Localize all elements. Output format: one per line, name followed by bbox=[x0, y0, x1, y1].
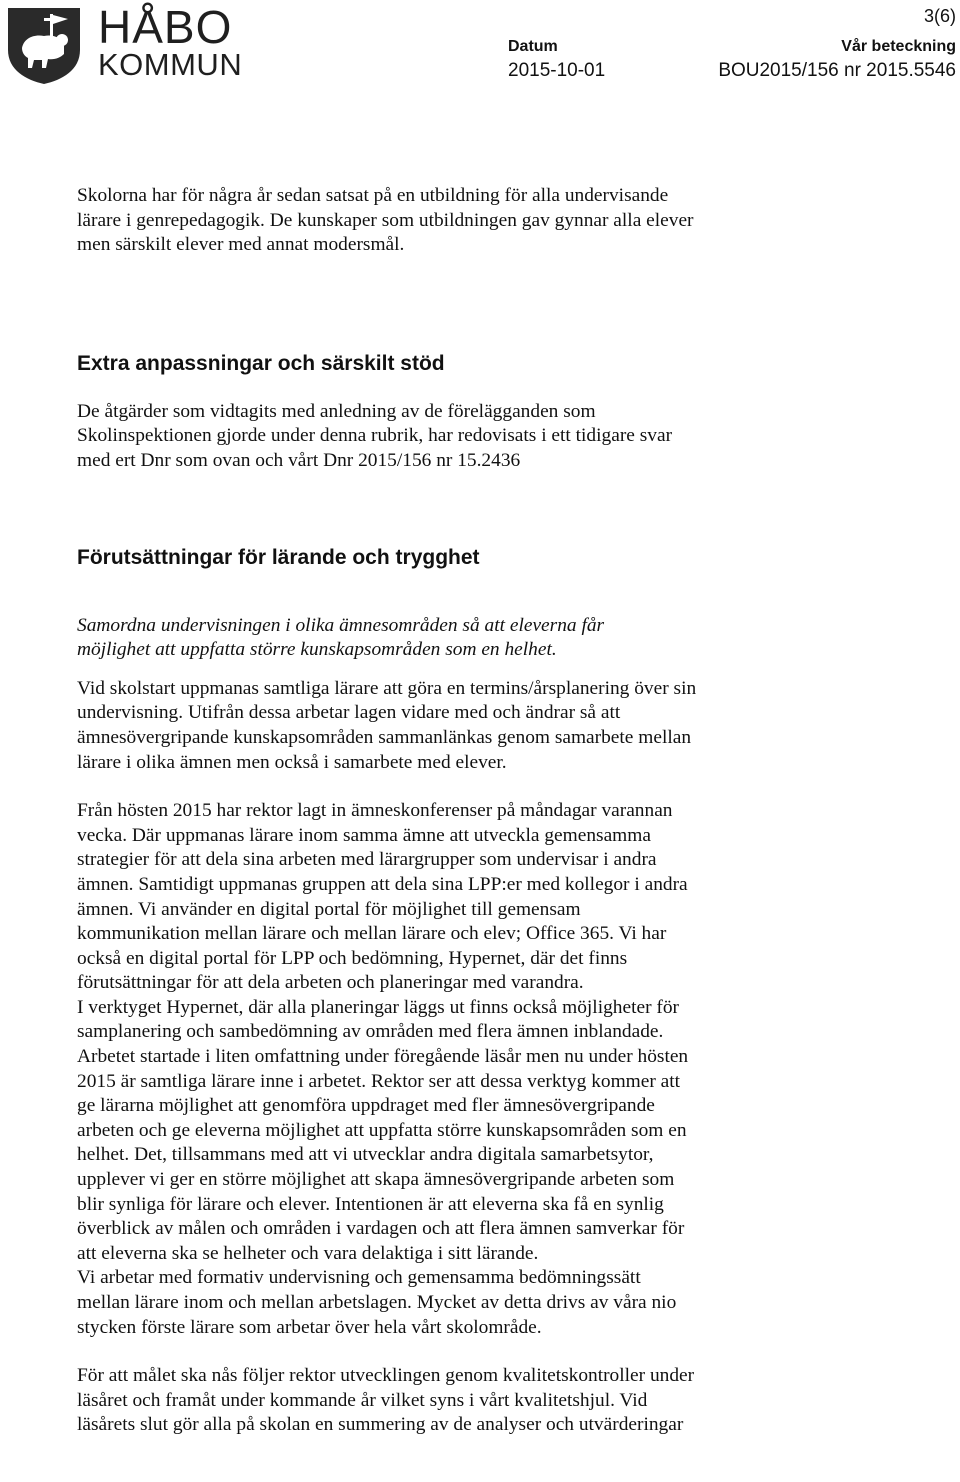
text-line: samplanering och sambedömning av områden med flera ämnen inblandade. bbox=[77, 1021, 664, 1043]
reference-label: Vår beteckning bbox=[841, 38, 956, 55]
text-line: De åtgärder som vidtagits med anledning av de förelägganden som bbox=[77, 400, 596, 422]
date-label: Datum bbox=[508, 38, 558, 55]
text-line: ämnen. Vi använder en digital portal för möjlighet till gemensam bbox=[77, 898, 581, 920]
coat-of-arms-lamb-icon bbox=[4, 4, 84, 84]
section-heading-learning: Förutsättningar för lärande och trygghet bbox=[77, 545, 480, 569]
date-value: 2015-10-01 bbox=[508, 60, 606, 81]
text-line: lärare i olika ämnen men också i samarbete med elever. bbox=[77, 751, 507, 773]
text-line: blir synliga för lärare och elever. Intentionen är att eleverna ska få en synlig bbox=[77, 1193, 664, 1215]
conference-paragraph bbox=[77, 799, 837, 1340]
page-number: 3(6) bbox=[923, 6, 956, 26]
text-line: att eleverna ska se helheter och vara delaktiga i sitt lärande. bbox=[77, 1242, 539, 1264]
intro-paragraph bbox=[77, 184, 837, 258]
text-line: undervisning. Utifrån dessa arbetar lagen vidare med och ändrar så att bbox=[77, 702, 621, 724]
text-line: upplever vi ger en större möjlighet att skapa ämnesövergripande arbeten som bbox=[77, 1169, 675, 1191]
text-line: mellan lärare inom och mellan arbetslagen. Mycket av detta drivs av våra nio bbox=[77, 1292, 677, 1313]
text-line: För att målet ska nås följer rektor utvecklingen genom kvalitetskontroller under bbox=[77, 1365, 695, 1387]
logo-wordmark bbox=[98, 1, 243, 82]
text-line: ämnen. Samtidigt uppmanas gruppen att dela sina LPP:er med kollegor i andra bbox=[77, 873, 688, 895]
text-line: vecka. Där uppmanas lärare inom samma ämne att utveckla gemensamma bbox=[77, 824, 651, 846]
text-line: I verktyget Hypernet, där alla planeringar läggs ut finns också möjligheter för bbox=[77, 996, 679, 1018]
text-line: med ert Dnr som ovan och vårt Dnr 2015/156 nr 15.2436 bbox=[77, 449, 521, 471]
text-line: stycken förste lärare som arbetar över hela vårt skolområde. bbox=[77, 1316, 542, 1338]
text-line: lärare i genrepedagogik. De kunskaper som utbildningen gav gynnar alla elever bbox=[77, 209, 694, 231]
text-line: överblick av målen och områden i vardagen och att flera ämnen samverkar för bbox=[77, 1218, 685, 1240]
text-line: ge lärarna möjlighet att genomföra uppdraget med fler ämnesövergripande bbox=[77, 1095, 655, 1117]
text-line: Från hösten 2015 har rektor lagt in ämneskonferenser på måndagar varannan bbox=[77, 800, 673, 822]
text-line: arbeten och ge eleverna möjlighet att uppfatta större kunskapsområden som en bbox=[77, 1119, 687, 1141]
reference-value: BOU2015/156 nr 2015.5546 bbox=[718, 60, 956, 81]
text-line: möjlighet att uppfatta större kunskapsområden som en helhet. bbox=[77, 639, 557, 661]
text-line: ämnesövergripande kunskapsområden sammanlänkas genom samarbete mellan bbox=[77, 726, 692, 748]
text-line: läsårets slut gör alla på skolan en summering av de analyser och utvärderingar bbox=[77, 1414, 684, 1436]
text-line: kommunikation mellan lärare och mellan lärare och elev; Office 365. Vi har bbox=[77, 923, 667, 945]
logo-name: HÅBO bbox=[98, 1, 233, 53]
text-line: läsåret och framåt under kommande år vilket syns i vårt kvalitetshjul. Vid bbox=[77, 1389, 648, 1411]
text-line: helhet. Det, tillsammans med att vi utvecklar andra digitala samarbetsytor, bbox=[77, 1144, 654, 1166]
text-line: Arbetet startade i liten omfattning under föregående läsår men nu under hösten bbox=[77, 1046, 689, 1068]
logo-subtitle: KOMMUN bbox=[98, 47, 243, 82]
page-header bbox=[0, 0, 960, 100]
text-line: 2015 är samtliga lärare inne i arbetet. Rektor ser att dessa verktyg kommer att bbox=[77, 1070, 681, 1092]
document-body bbox=[77, 184, 837, 1438]
quality-paragraph bbox=[77, 1364, 837, 1438]
text-line: Samordna undervisningen i olika ämnesområden så att eleverna får bbox=[77, 614, 605, 636]
text-line: men särskilt elever med annat modersmål. bbox=[77, 234, 405, 256]
requirement-quote bbox=[77, 614, 837, 663]
section-heading-support: Extra anpassningar och särskilt stöd bbox=[77, 351, 445, 375]
text-line: Skolorna har för några år sedan satsat på en utbildning för alla undervisande bbox=[77, 185, 669, 206]
text-line: Vi arbetar med formativ undervisning och gemensamma bedömningssätt bbox=[77, 1267, 641, 1289]
support-paragraph bbox=[77, 400, 837, 474]
text-line: också en digital portal för LPP och bedömning, Hypernet, där det finns bbox=[77, 947, 628, 969]
text-line: strategier för att dela sina arbeten med lärargrupper som undervisar i andra bbox=[77, 849, 657, 871]
text-line: förutsättningar för att dela arbeten och planeringar med varandra. bbox=[77, 972, 584, 994]
planning-paragraph bbox=[77, 677, 837, 775]
text-line: Skolinspektionen gjorde under denna rubrik, har redovisats i ett tidigare svar bbox=[77, 425, 673, 447]
text-line: Vid skolstart uppmanas samtliga lärare att göra en termins/årsplanering över sin bbox=[77, 677, 697, 699]
